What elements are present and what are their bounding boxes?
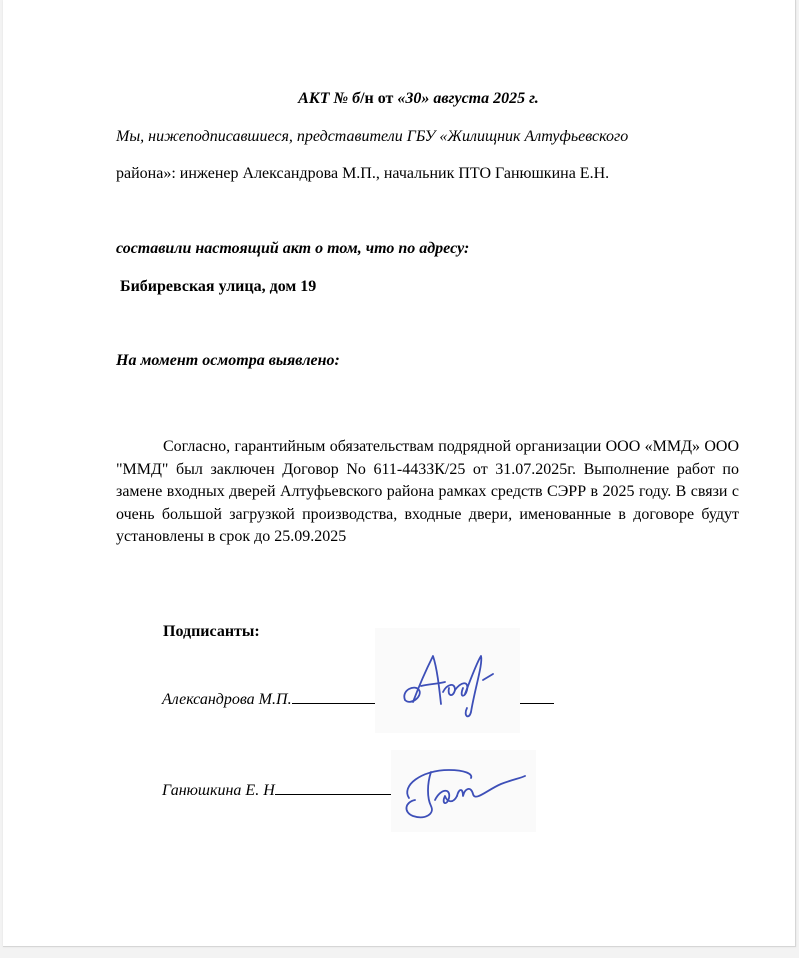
composed-line: составили настоящий акт о том, что по адресу: xyxy=(116,240,470,257)
signatories-heading: Подписанты: xyxy=(163,623,260,640)
act-title-part1: АКТ № б xyxy=(298,90,361,107)
act-title xyxy=(3,89,795,109)
found-heading: На момент осмотра выявлено: xyxy=(116,352,340,369)
act-title-part3: «30» августа 2025 г. xyxy=(397,90,539,107)
signature-image-2 xyxy=(391,750,536,832)
body-paragraph: Согласно, гарантийным обязательствам подрядной организации ООО «ММД» ООО "ММД" был заключен Договор No 611-443ЗК/25 от 31.07.2025г. Выполнение работ по замене входных дверей Алтуфьевского района рамках средств СЭРР в 2025 году. В связи с очень большой загрузкой производства, входные двери, именованные в договоре будут установлены в срок до 25.09.2025 xyxy=(116,438,739,545)
act-title-part2: /н от xyxy=(360,90,398,107)
intro-line-1: Мы, нижеподписавшиеся, представители ГБУ «Жилищник Алтуфьевского xyxy=(116,128,629,145)
document-page xyxy=(3,0,796,947)
signature-image-1 xyxy=(375,628,520,733)
signatory-name-2: Ганюшкина Е. Н xyxy=(162,782,275,799)
signatory-name-1: Александрова М.П. xyxy=(162,691,292,708)
address: Бибиревская улица, дом 19 xyxy=(120,278,317,295)
intro-line-2: района»: инженер Александрова М.П., начальник ПТО Ганюшкина Е.Н. xyxy=(116,165,610,182)
